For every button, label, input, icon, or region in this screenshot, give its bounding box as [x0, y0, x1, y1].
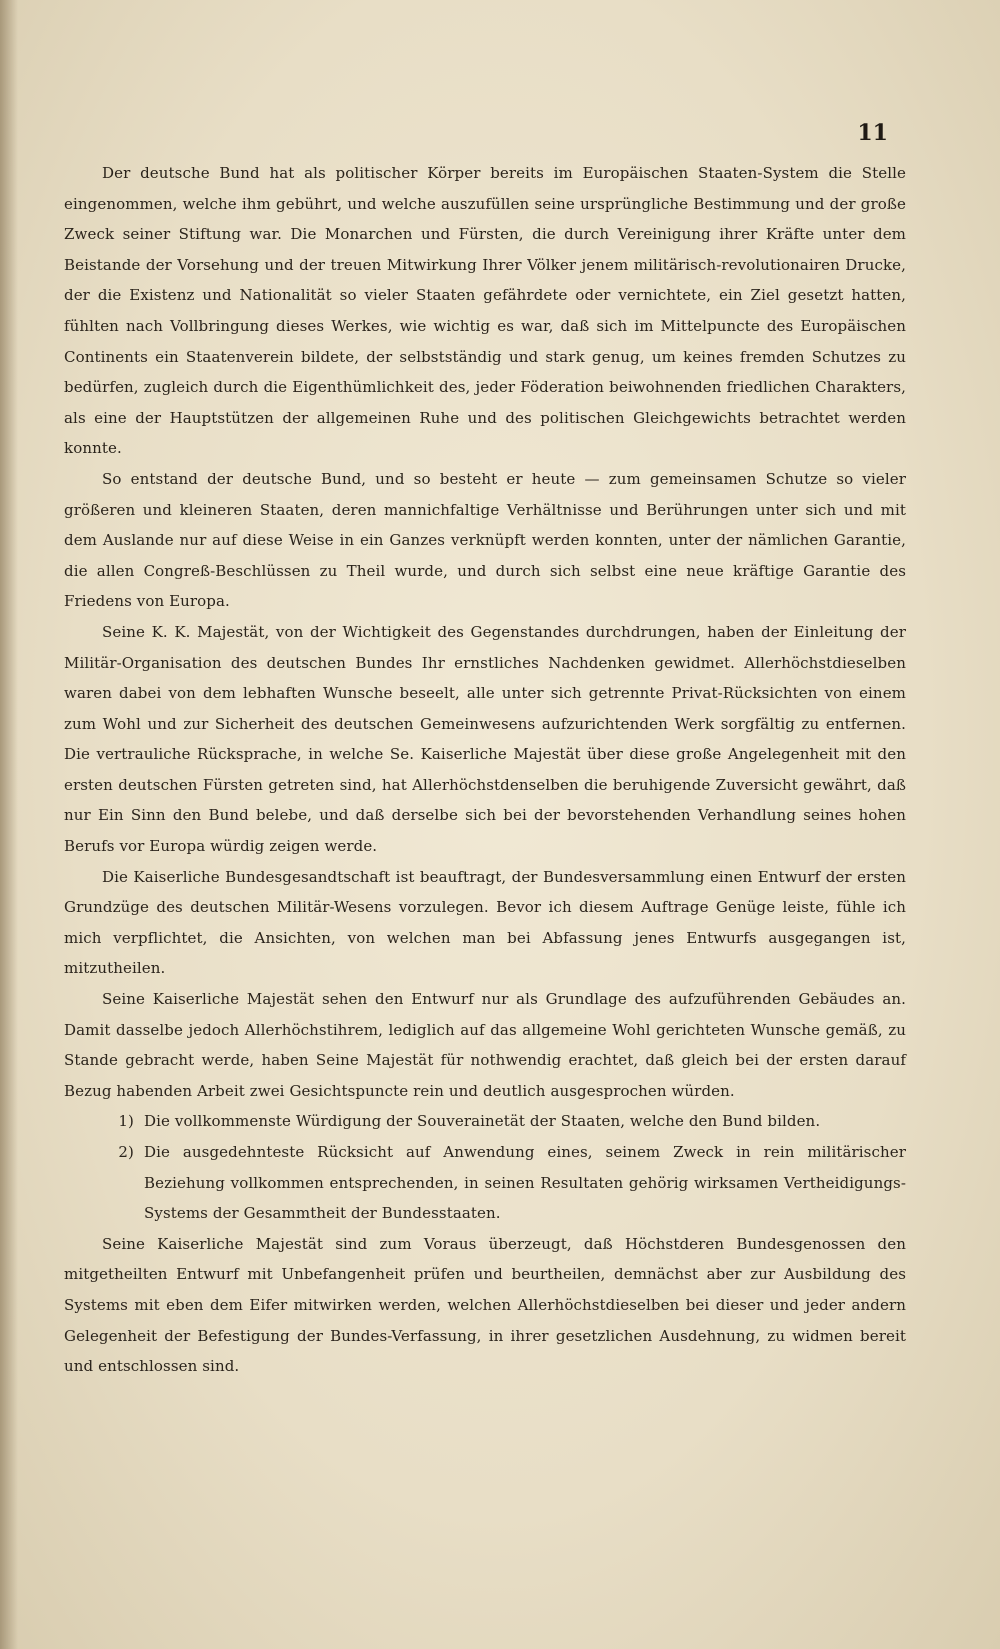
- list-item: [64, 1137, 906, 1229]
- paragraph: Seine K. K. Majestät, von der Wichtigkeit des Gegenstandes durchdrungen, haben der Einleitung der Militär-Organisation des deutschen Bundes Ihr ernstliches Nachdenken gewidmet. Allerhöchstdieselben waren dabei von dem lebhaften Wunsche beseelt, alle unter sich getrennte Privat-Rücksichten von einem zum Wohl und zur Sicherheit des deutschen Gemeinwesens aufzurichtenden Werk sorgfältig zu entfernen. Die vertrauliche Rücksprache, in welche Se. Kaiserliche Majestät über diese große Angelegenheit mit den ersten deutschen Fürsten getreten sind, hat Allerhöchstdenselben die beruhigende Zuversicht gewährt, daß nur Ein Sinn den Bund belebe, und daß derselbe sich bei der bevorstehenden Verhandlung seines hohen Berufs vor Europa würdig zeigen werde.: [64, 622, 906, 856]
- body-text: [64, 158, 906, 1382]
- paragraph: So entstand der deutsche Bund, und so besteht er heute — zum gemeinsamen Schutze so vieler größeren und kleineren Staaten, deren mannichfaltige Verhältnisse und Berührungen unter sich und mit dem Auslande nur auf diese Weise in ein Ganzes verknüpft werden konnten, unter der nämlichen Garantie, die allen Congreß-Beschlüssen zu Theil wurde, und durch sich selbst eine neue kräftige Garantie des Friedens von Europa.: [64, 469, 906, 611]
- closing-paragraph: Seine Kaiserliche Majestät sind zum Voraus überzeugt, daß Höchstderen Bundesgenossen den mitgetheilten Entwurf mit Unbefangenheit prüfen und beurtheilen, demnächst aber zur Ausbildung des Systems mit eben dem Eifer mitwirken werden, welchen Allerhöchstdieselben bei dieser und jeder andern Gelegenheit der Befestigung der Bundes-Verfassung, in ihrer gesetzlichen Ausdehnung, zu widmen bereit und entschlossen sind.: [64, 1234, 906, 1376]
- list-item-number: 2): [118, 1143, 134, 1161]
- list-item-text: Die vollkommenste Würdigung der Souverainetät der Staaten, welche den Bund bilden.: [144, 1112, 821, 1131]
- paragraph: Seine Kaiserliche Majestät sehen den Entwurf nur als Grundlage des aufzuführenden Gebäudes an. Damit dasselbe jedoch Allerhöchstihrem, lediglich auf das allgemeine Wohl gerichteten Wunsche gemäß, zu Stande gebracht werde, haben Seine Majestät für nothwendig erachtet, daß gleich bei der ersten darauf Bezug habenden Arbeit zwei Gesichtspuncte rein und deutlich ausgesprochen würden.: [64, 990, 906, 1100]
- paragraph: Der deutsche Bund hat als politischer Körper bereits im Europäischen Staaten-System die Stelle eingenommen, welche ihm gebührt, und welche auszufüllen seine ursprüngliche Bestimmung und der große Zweck seiner Stiftung war. Die Monarchen und Fürsten, die durch Vereinigung ihrer Kräfte unter dem Beistande der Vorsehung und der treuen Mitwirkung Ihrer Völker jenem militärisch-revolutionairen Drucke, der die Existenz und Nationalität so vieler Staaten gefährdete oder vernichtete, ein Ziel gesetzt hatten, fühlten nach Vollbringung dieses Werkes, wie wichtig es war, daß sich im Mittelpuncte des Europäischen Continents ein Staatenverein bildete, der selbstständig und stark genug, um keines fremden Schutzes zu bedürfen, zugleich durch die Eigenthümlichkeit des, jeder Föderation beiwohnenden friedlichen Charakters, als eine der Hauptstützen der allgemeinen Ruhe und des politischen Gleichgewichts betrachtet werden konnte.: [64, 164, 906, 458]
- list-item: [64, 1106, 906, 1137]
- list-item-number: 1): [118, 1112, 134, 1131]
- paragraph: Die Kaiserliche Bundesgesandtschaft ist beauftragt, der Bundesversammlung einen Entwurf der ersten Grundzüge des deutschen Militär-Wesens vorzulegen. Bevor ich diesem Auftrage Genüge leiste, fühle ich mich verpflichtet, die Ansichten, von welchen man bei Abfassung jenes Entwurfs ausgegangen ist, mitzutheilen.: [64, 867, 906, 978]
- page-number: 11: [857, 120, 888, 146]
- list-item-text: Die ausgedehnteste Rücksicht auf Anwendung eines, seinem Zweck in rein militärischer Beziehung vollkommen entsprechenden, in seinen Resultaten gehörig wirksamen Vertheidigungs-Systems der Gesammtheit der Bundesstaaten.: [144, 1143, 906, 1223]
